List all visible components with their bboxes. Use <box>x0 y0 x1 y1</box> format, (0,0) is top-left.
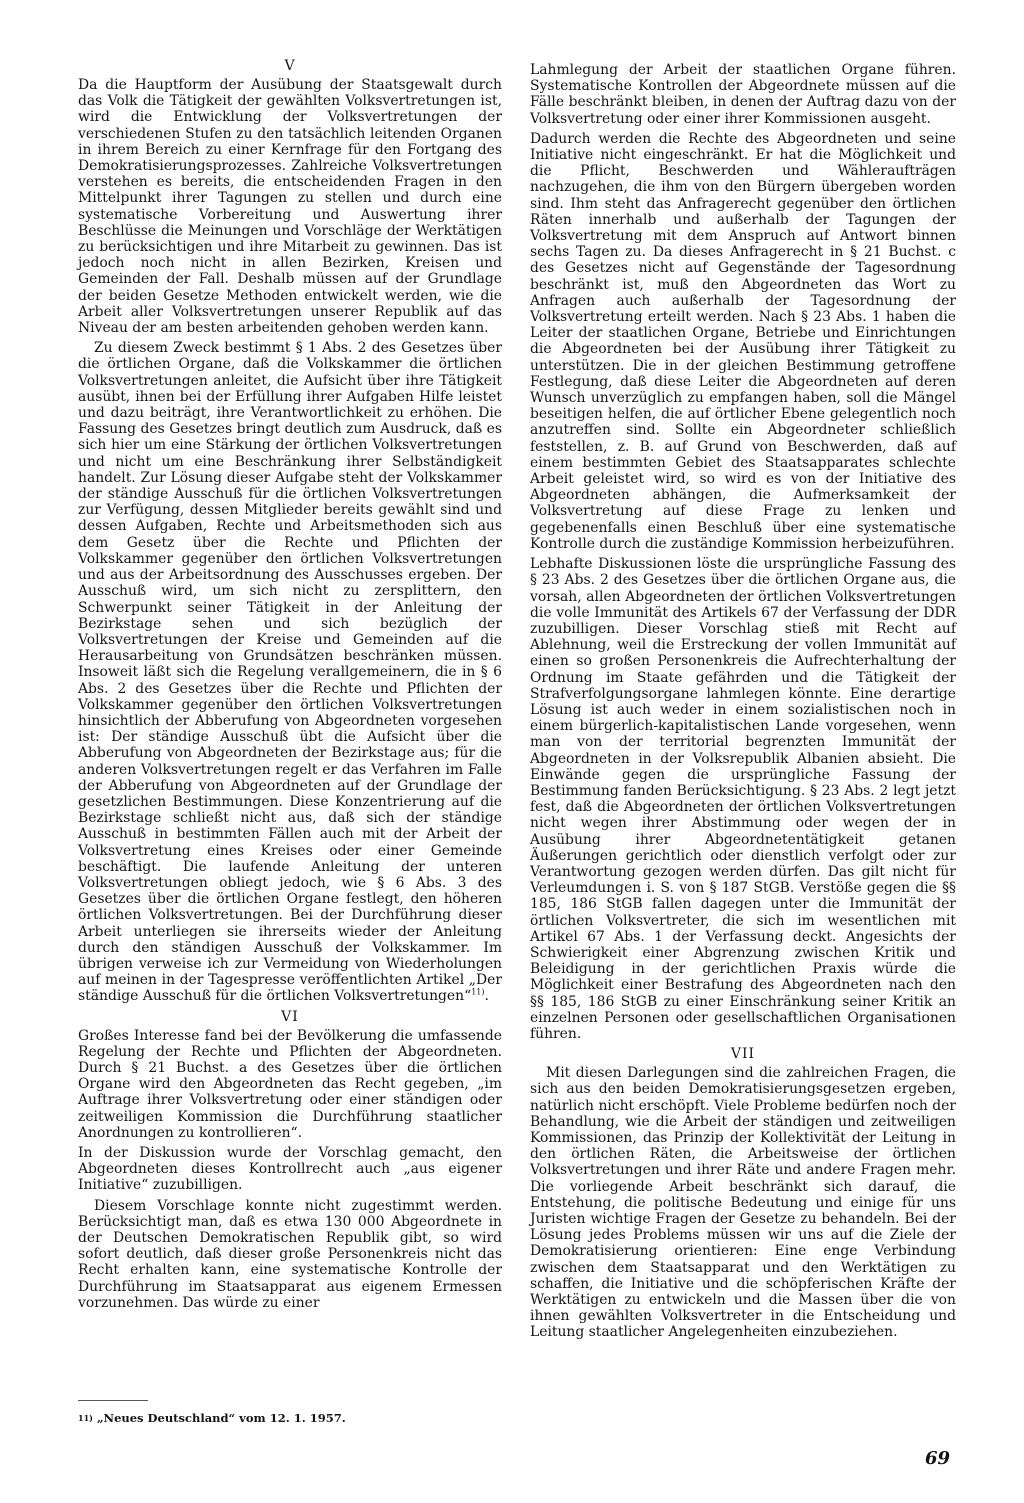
paragraph-v-2-end: . <box>484 988 489 1005</box>
right-column <box>530 62 956 1345</box>
footnote <box>78 1411 502 1425</box>
paragraph-vi-2: In der Diskussion wurde der Vorschlag gemacht, den Abgeordneten dieses Kontrollrecht auch „aus eigener Initiative“ zuzubilligen. <box>78 1145 502 1194</box>
paragraph-vi-3: Diesem Vorschlage konnte nicht zugestimmt werden. Berücksichtigt man, daß es etwa 130 000 Abgeordnete in der Deutschen Demokratischen Republik gibt, so wird sofort deutlich, daß dieser große Personenkreis nicht das Recht erhalten kann, eine systematische Kontrolle der Durchführung im Staatsapparat aus eigenem Ermessen vorzunehmen. Das würde zu einer <box>78 1197 502 1311</box>
paragraph-vi-1: Großes Interesse fand bei der Bevölkerung die umfassende Regelung der Rechte und Pflichten der Abgeordneten. Durch § 21 Buchst. a des Gesetzes über die örtlichen Organe wird den Abgeordneten das Recht gegeben, „im Auftrage ihrer Volksvertretung oder einer ständigen oder zeitweiligen Kommission die Durchführung staatlicher Anordnungen zu kontrollieren“. <box>78 1027 502 1141</box>
section-heading-vi: VI <box>281 1008 299 1025</box>
paragraph-v-2 <box>78 340 502 1004</box>
paragraph-v-1: Da die Hauptform der Ausübung der Staatsgewalt durch das Volk die Tätigkeit der gewählten Volksvertretungen ist, wird die Entwicklung der Volksvertretungen der verschiedenen Stufen zu den tatsächlich leitenden Organen in ihrem Bereich zu einer Kernfrage für den Fortgang des Demokratisierungsprozesses. Zahlreiche Volksvertretungen verstehen es bereits, die entscheidenden Fragen in den Mittelpunkt ihrer Tagungen zu stellen und durch eine systematische Vorbereitung und Auswertung ihrer Beschlüsse die Meinungen und Vorschläge der Werktätigen zu berücksichtigen und ihre Mitarbeit zu gewinnen. Das ist jedoch noch nicht in allen Bezirken, Kreisen und Gemeinden der Fall. Deshalb müssen auf der Grundlage der beiden Gesetze Methoden entwickelt werden, wie die Arbeit aller Volksvertretungen unserer Republik auf das Niveau der am besten arbeitenden gehoben werden kann. <box>78 77 502 337</box>
paragraph-vi-continuation: Lahmlegung der Arbeit der staatlichen Organe führen. Systematische Kontrollen der Abgeordnete müssen auf die Fälle beschränkt bleiben, in denen der Auftrag dazu von der Volksvertretung oder einer ihrer Kommissionen ausgeht. <box>530 62 956 127</box>
section-heading-v: V <box>284 58 296 74</box>
footnote-divider <box>78 1400 148 1401</box>
footnote-marker: 11) <box>471 987 485 997</box>
footnote-text: „Neues Deutschland“ vom 12. 1. 1957. <box>96 1411 346 1425</box>
paragraph-vii-1: Mit diesen Darlegungen sind die zahlreichen Fragen, die sich aus den beiden Demokratisierungsgesetzen ergeben, natürlich nicht erschöpft. Viele Probleme bedürfen noch der Behandlung, wie die Arbeit der ständigen und zeitweiligen Kommissionen, das Prinzip der Kollektivität der Leitung in den örtlichen Räten, die Arbeitsweise der örtlichen Volksvertretungen und ihrer Räte und andere Fragen mehr. Die vorliegende Arbeit beschränkt sich darauf, die Entstehung, die politische Bedeutung und einige für uns Juristen wichtige Fragen der Gesetze zu behandeln. Bei der Lösung jedes Problems müssen wir uns auf die Ziele der Demokratisierung orientieren: Eine enge Verbindung zwischen dem Staatsapparat und den Werktätigen zu schaffen, die Initiative und die schöpferischen Kräfte der Werktätigen zu entwickeln und die Massen über die von ihnen gewählten Volksvertreter in die Entscheidung und Leitung staatlicher Angelegenheiten einzubeziehen. <box>530 1065 956 1341</box>
footnote-number: 11) <box>78 1413 93 1423</box>
paragraph-vi-5: Lebhafte Diskussionen löste die ursprüngliche Fassung des § 23 Abs. 2 des Gesetzes über die örtlichen Organe aus, die vorsah, allen Abgeordneten der örtlichen Volksvertretungen die volle Immunität des Artikels 67 der Verfassung der DDR zuzubilligen. Dieser Vorschlag stieß mit Recht auf Ablehnung, weil die Erstreckung der vollen Immunität auf einen so großen Personenkreis die Aufrechterhaltung der Ordnung im Staate gefährden und die Tätigkeit der Strafverfolgungsorgane lahmlegen könnte. Eine derartige Lösung ist auch weder in einem sozialistischen noch in einem bürgerlich-kapitalistischen Lande vorgesehen, wenn man von der territorial begrenzten Immunität der Abgeordneten in der Volksrepublik Albanien absieht. Die Einwände gegen die ursprüngliche Fassung der Bestimmung fanden Berücksichtigung. § 23 Abs. 2 legt jetzt fest, daß die Abgeordneten der örtlichen Volksvertretungen nicht wegen ihrer Abstimmung oder wegen der in Ausübung ihrer Abgeordnetentätigkeit getanen Äußerungen gerichtlich oder dienstlich verfolgt oder zur Verantwortung gezogen werden dürfen. Das gilt nicht für Verleumdungen i. S. von § 187 StGB. Verstöße gegen die §§ 185, 186 StGB fallen dagegen unter die Immunität der örtlichen Volksvertreter, die sich im wesentlichen mit Artikel 67 Abs. 1 der Verfassung deckt. Angesichts der Schwierigkeit einer Abgrenzung zwischen Kritik und Beleidigung in der gerichtlichen Praxis würde die Möglichkeit einer Bestrafung des Abgeordneten nach den §§ 185, 186 StGB zu einer Einschränkung seiner Kritik an einzelnen Personen oder gesellschaftlichen Organisationen führen. <box>530 556 956 1042</box>
section-heading-vii: VII <box>730 1046 756 1063</box>
page-number: 69 <box>925 1448 951 1469</box>
paragraph-v-2-text: Zu diesem Zweck bestimmt § 1 Abs. 2 des Gesetzes über die örtlichen Organe, daß die Volkskammer die örtlichen Volksvertretungen anleitet, die Aufsicht über ihre Tätigkeit ausübt, ihnen bei der Erfüllung ihrer Aufgaben Hilfe leistet und dazu beiträgt, ihre Verantwortlichkeit zu erhöhen. Die Fassung des Gesetzes bringt deutlich zum Ausdruck, daß es sich hier um eine Stärkung der örtlichen Volksvertretungen und nicht um eine Beschränkung ihrer Selbständigkeit handelt. Zur Lösung dieser Aufgabe steht der Volkskammer der ständige Ausschuß für die örtlichen Volksvertretungen zur Verfügung, dessen Mitglieder bereits gewählt sind und dessen Aufgaben, Rechte und Arbeitsmethoden sich aus dem Gesetz über die Rechte und Pflichten der Volkskammer gegenüber den örtlichen Volksvertretungen und aus der Arbeitsordnung des Ausschusses ergeben. Der Ausschuß wird, um sich nicht zu zersplittern, den Schwerpunkt seiner Tätigkeit in der Anleitung der Bezirkstage sehen und sich bezüglich der Volksvertretungen der Kreise und Gemeinden auf die Herausarbeitung von Grundsätzen beschränken müssen. Insoweit läßt sich die Regelung verallgemeinern, die in § 6 Abs. 2 des Gesetzes über die Rechte und Pflichten der Volkskammer gegenüber den örtlichen Volksvertretungen hinsichtlich der Abberufung von Abgeordneten vorgesehen ist: Der ständige Ausschuß übt die Aufsicht über die Abberufung von Abgeordneten der Bezirkstage aus; für die anderen Volksvertretungen regelt er das Verfahren im Falle der Abberufung von Abgeordneten auf der Grundlage der gesetzlichen Bestimmungen. Diese Konzentrierung auf die Bezirkstage schließt nicht aus, daß sich der ständige Ausschuß in bestimmten Fällen auch mit der Arbeit der Volksvertretung eines Kreises oder einer Gemeinde beschäftigt. Die laufende Anleitung der unteren Volksvertretungen obliegt jedoch, wie § 6 Abs. 3 des Gesetzes über die örtlichen Organe festlegt, den höheren örtlichen Volksvertretungen. Bei der Durchführung dieser Arbeit unterliegen sie ihrerseits wieder der Anleitung durch den ständigen Ausschuß der Volkskammer. Im übrigen verweise ich zur Vermeidung von Wiederholungen auf meinen in der Tagespresse veröffentlichten Artikel „Der ständige Ausschuß für die örtlichen Volksvertretungen“ <box>78 340 502 1005</box>
left-column <box>78 58 502 1315</box>
paragraph-vi-4: Dadurch werden die Rechte des Abgeordneten und seine Initiative nicht eingeschränkt. Er hat die Möglichkeit und die Pflicht, Beschwerden und Wähleraufträgen nachzugehen, die ihm von den Bürgern übergeben worden sind. Ihm steht das Anfragerecht gegenüber den örtlichen Räten innerhalb und außerhalb der Tagungen der Volksvertretung mit dem Anspruch auf Antwort binnen sechs Tagen zu. Da dieses Anfragerecht in § 21 Buchst. c des Gesetzes nicht auf Gegenstände der Tagesordnung beschränkt ist, muß den Abgeordneten das Wort zu Anfragen auch außerhalb der Tagesordnung der Volksvertretung erteilt werden. Nach § 23 Abs. 1 haben die Leiter der staatlichen Organe, Betriebe und Einrichtungen die Abgeordneten bei der Ausübung ihrer Tätigkeit zu unterstützen. Die in der gleichen Bestimmung getroffene Festlegung, daß diese Leiter die Abgeordneten auf deren Wunsch unverzüglich zu empfangen haben, soll die Mängel beseitigen helfen, die auf örtlicher Ebene gelegentlich noch anzutreffen sind. Sollte ein Abgeordneter schließlich feststellen, z. B. auf Grund von Beschwerden, daß auf einem bestimmten Gebiet des Staatsapparates schlechte Arbeit geleistet wird, so wird es von der Initiative des Abgeordneten abhängen, die Aufmerksamkeit der Volksvertretung auf diese Frage zu lenken und gegebenenfalls einen Beschluß über eine systematische Kontrolle durch die zuständige Kommission herbeizuführen. <box>530 130 956 552</box>
